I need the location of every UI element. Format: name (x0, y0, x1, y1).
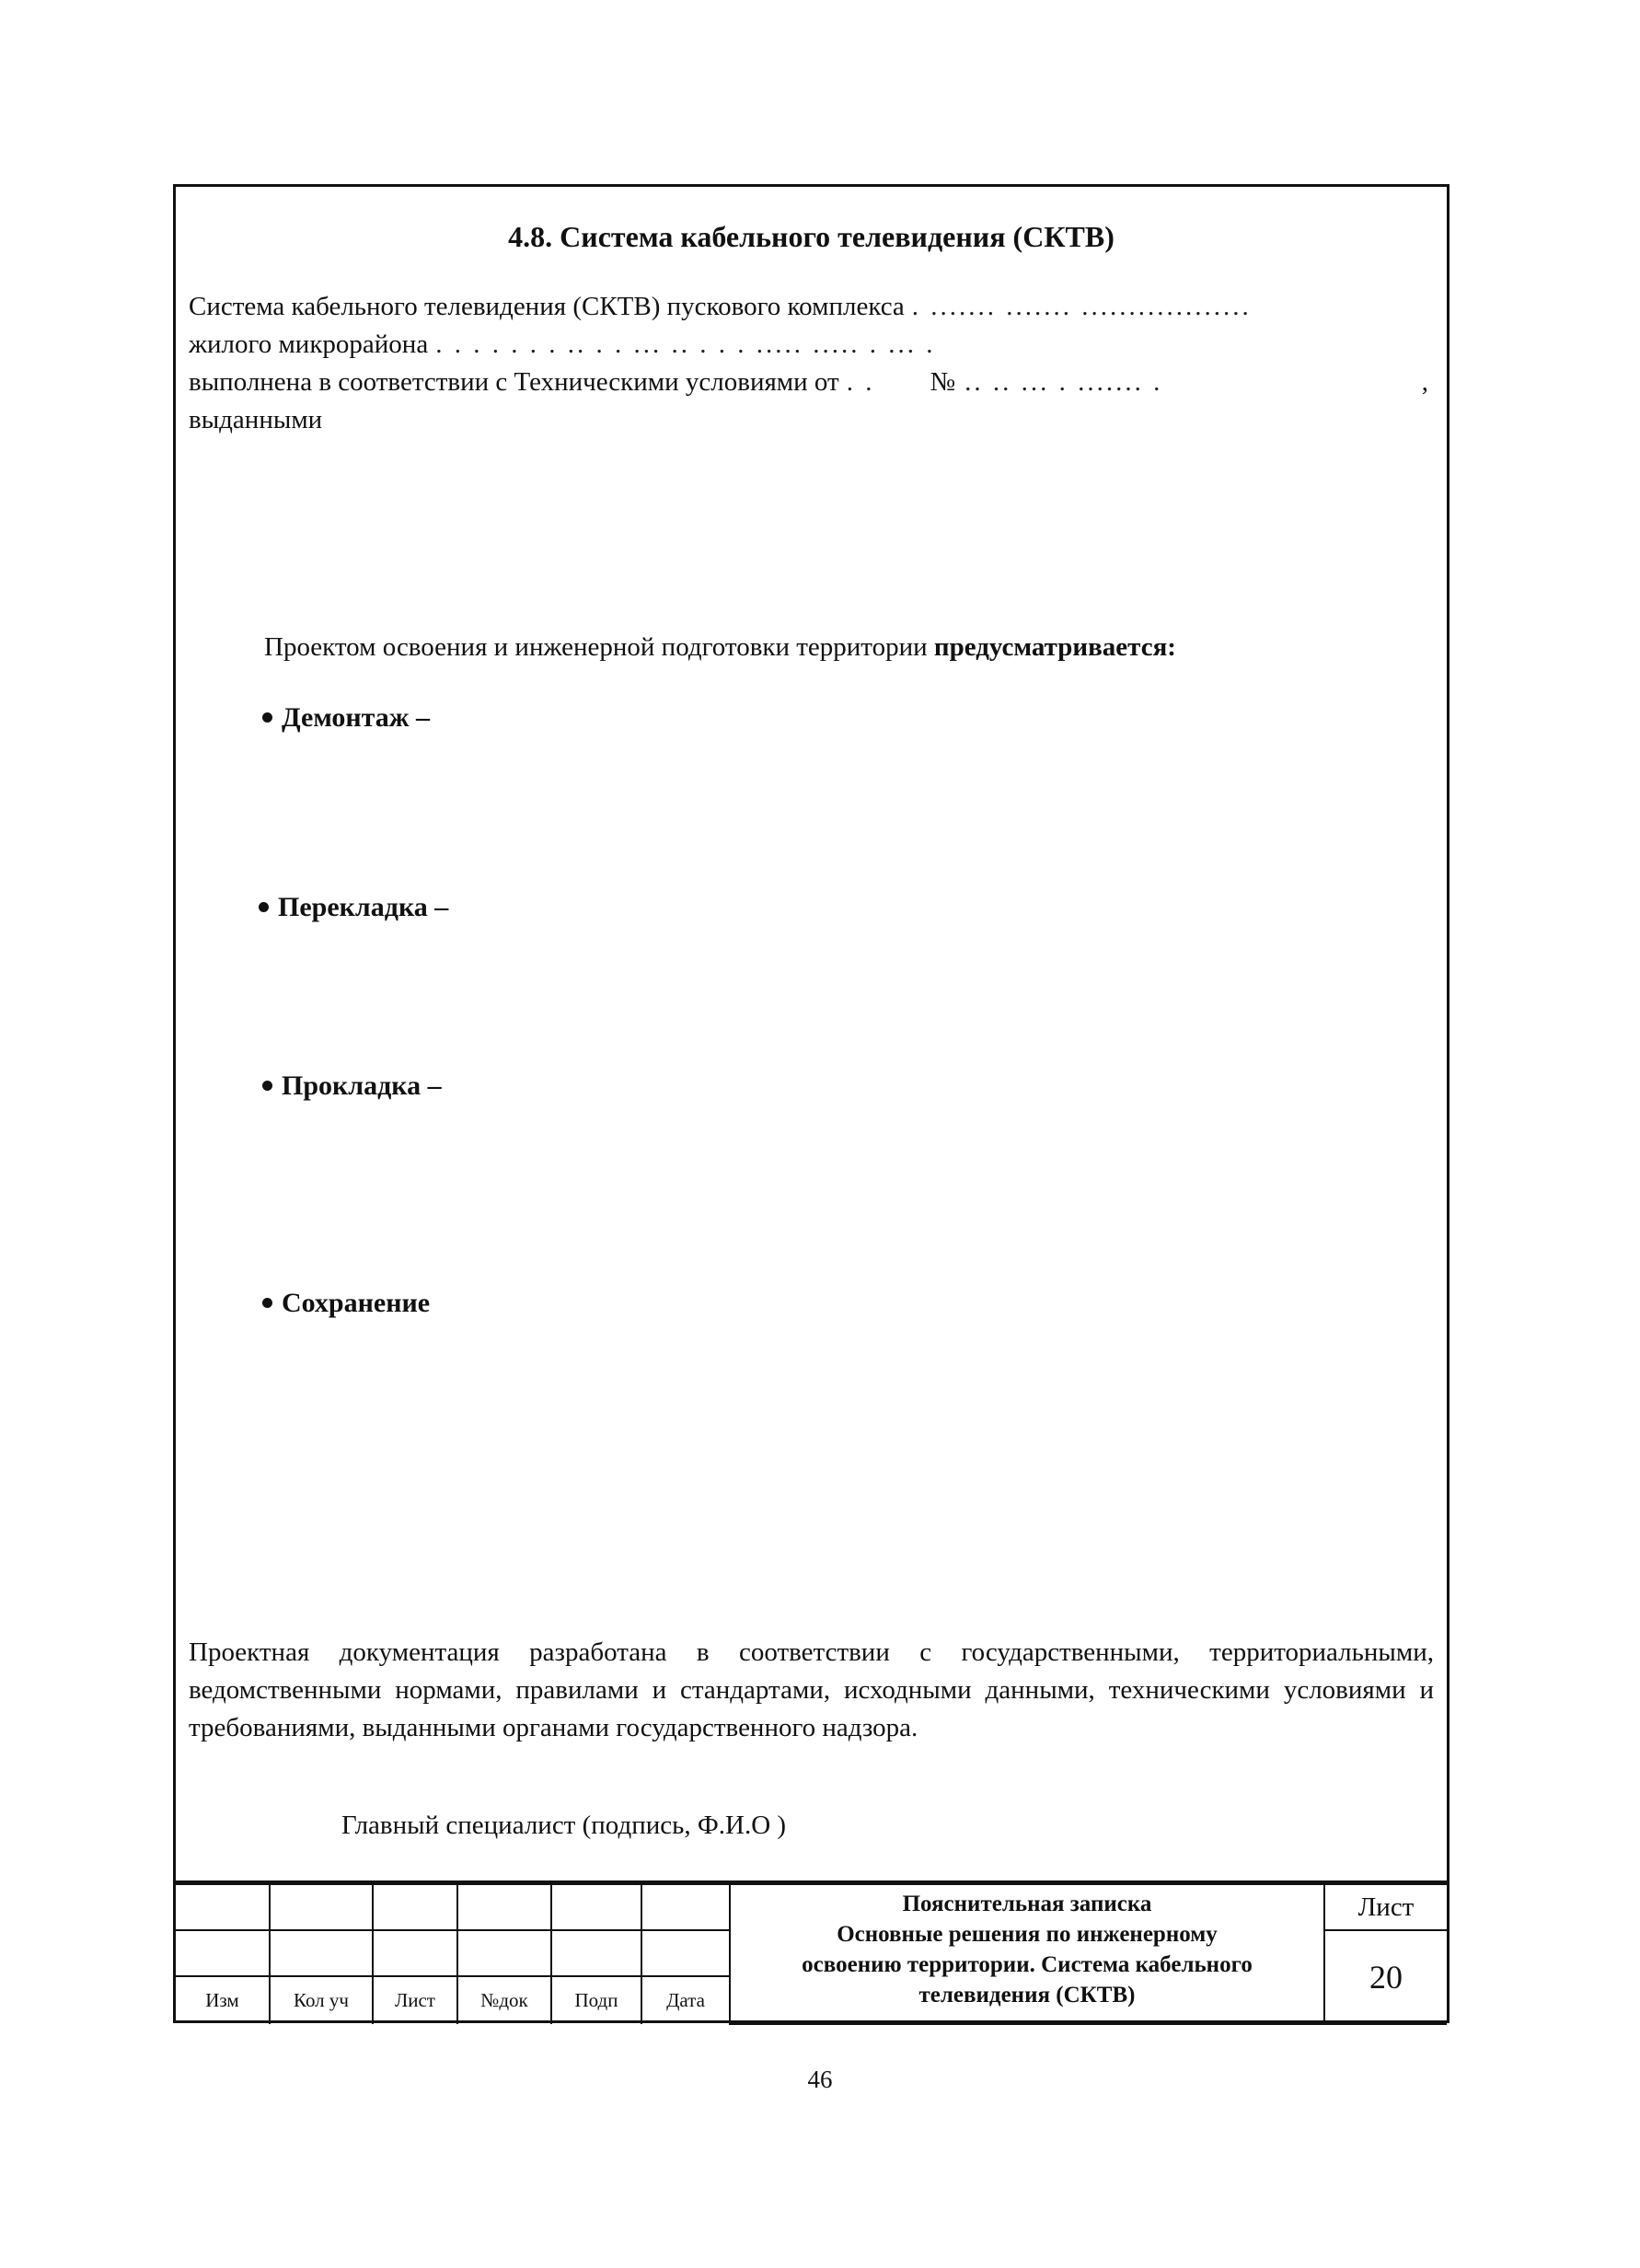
bullet-icon (262, 1081, 272, 1091)
stamp-title-line-3: освоению территории. Система кабельного (802, 1952, 1253, 1977)
stamp-cell (373, 1884, 457, 1930)
stamp-cell (641, 1884, 730, 1930)
stamp-title-line-4: телевидения (СКТВ) (918, 1983, 1136, 2008)
stamp-cell (373, 1930, 457, 1976)
document-frame (173, 184, 1449, 2023)
stamp-column-podp: Подп (551, 1976, 641, 2024)
signature-line: Главный специалист (подпись, Ф.И.О ) (341, 1811, 787, 1840)
stamp-cell (176, 1930, 270, 1976)
intro-line-3-date-fill: . . (846, 367, 875, 397)
page-number: 46 (807, 2066, 833, 2093)
intro-line-4 (189, 401, 1428, 439)
stamp-sheet-label: Лист (1324, 1884, 1447, 1930)
stamp-cell (176, 1884, 270, 1930)
stamp-title (730, 1884, 1324, 2024)
project-statement (264, 632, 1176, 663)
stamp-cell (270, 1884, 373, 1930)
bullet-icon (262, 1298, 272, 1308)
intro-line-3-number-fill: .. .. ... . ....... . (964, 367, 1163, 397)
bullet-label: Перекладка – (278, 892, 449, 922)
intro-line-3 (189, 364, 1428, 401)
intro-line-1 (189, 288, 1428, 326)
bullet-item-relocation (259, 892, 448, 923)
stamp-title-line-2: Основные решения по инженерному (837, 1922, 1218, 1947)
stamp-cell (270, 1930, 373, 1976)
project-statement-text: Проектом освоения и инженерной подготовки территории (264, 632, 928, 662)
stamp-cell (457, 1930, 551, 1976)
intro-paragraph (189, 288, 1428, 439)
intro-line-3-number-sign: № (930, 367, 956, 397)
stamp-cell (551, 1930, 641, 1976)
conclusion-paragraph: Проектная документация разработана в соответствии с государственными, территориальными, ведомственными нормами, правилами и стандартами, исходными данными, техническими условиями и требованиями, выданными органами государственного надзора. (189, 1637, 1434, 1742)
bullet-item-dismantling (262, 702, 430, 734)
intro-line-1-text: Система кабельного телевидения (СКТВ) пускового комплекса (189, 292, 905, 321)
title-block-table (176, 1883, 1447, 2025)
intro-line-4-text: выданными (189, 405, 323, 434)
intro-line-3-comma: , (1421, 367, 1428, 397)
section-title: 4.8. Система кабельного телевидения (СКТВ) (508, 220, 1115, 253)
bullet-icon (262, 712, 272, 723)
bullet-label: Демонтаж – (282, 702, 431, 733)
stamp-cell (641, 1930, 730, 1976)
stamp-column-izm: Изм (176, 1976, 270, 2024)
bullet-label: Прокладка – (282, 1070, 442, 1101)
project-statement-bold: предусматривается: (933, 632, 1176, 662)
stamp-cell (551, 1884, 641, 1930)
stamp-column-ndok: №док (457, 1976, 551, 2024)
stamp-column-kol-uch: Кол уч (270, 1976, 373, 2024)
stamp-column-data: Дата (641, 1976, 730, 2024)
intro-line-2-text: жилого микрорайона (189, 330, 429, 359)
intro-line-2 (189, 326, 1428, 364)
bullet-item-preservation (262, 1288, 430, 1319)
stamp-column-list: Лист (373, 1976, 457, 2024)
stamp-sheet-number: 20 (1324, 1930, 1447, 2024)
bullet-label: Сохранение (282, 1288, 431, 1318)
title-block-stamp (176, 1880, 1447, 2023)
stamp-title-line-1: Пояснительная записка (902, 1892, 1152, 1916)
intro-line-3-text: выполнена в соответствии с Техническими условиями от (189, 367, 839, 397)
stamp-cell (457, 1884, 551, 1930)
bullet-icon (259, 902, 269, 912)
intro-line-2-fill: . . . . . . . .. . . ... .. . . . ..... ..... . ... . (435, 330, 936, 359)
intro-line-1-fill: . ....... ....... .................. (911, 292, 1252, 321)
bullet-item-laying (262, 1070, 442, 1102)
